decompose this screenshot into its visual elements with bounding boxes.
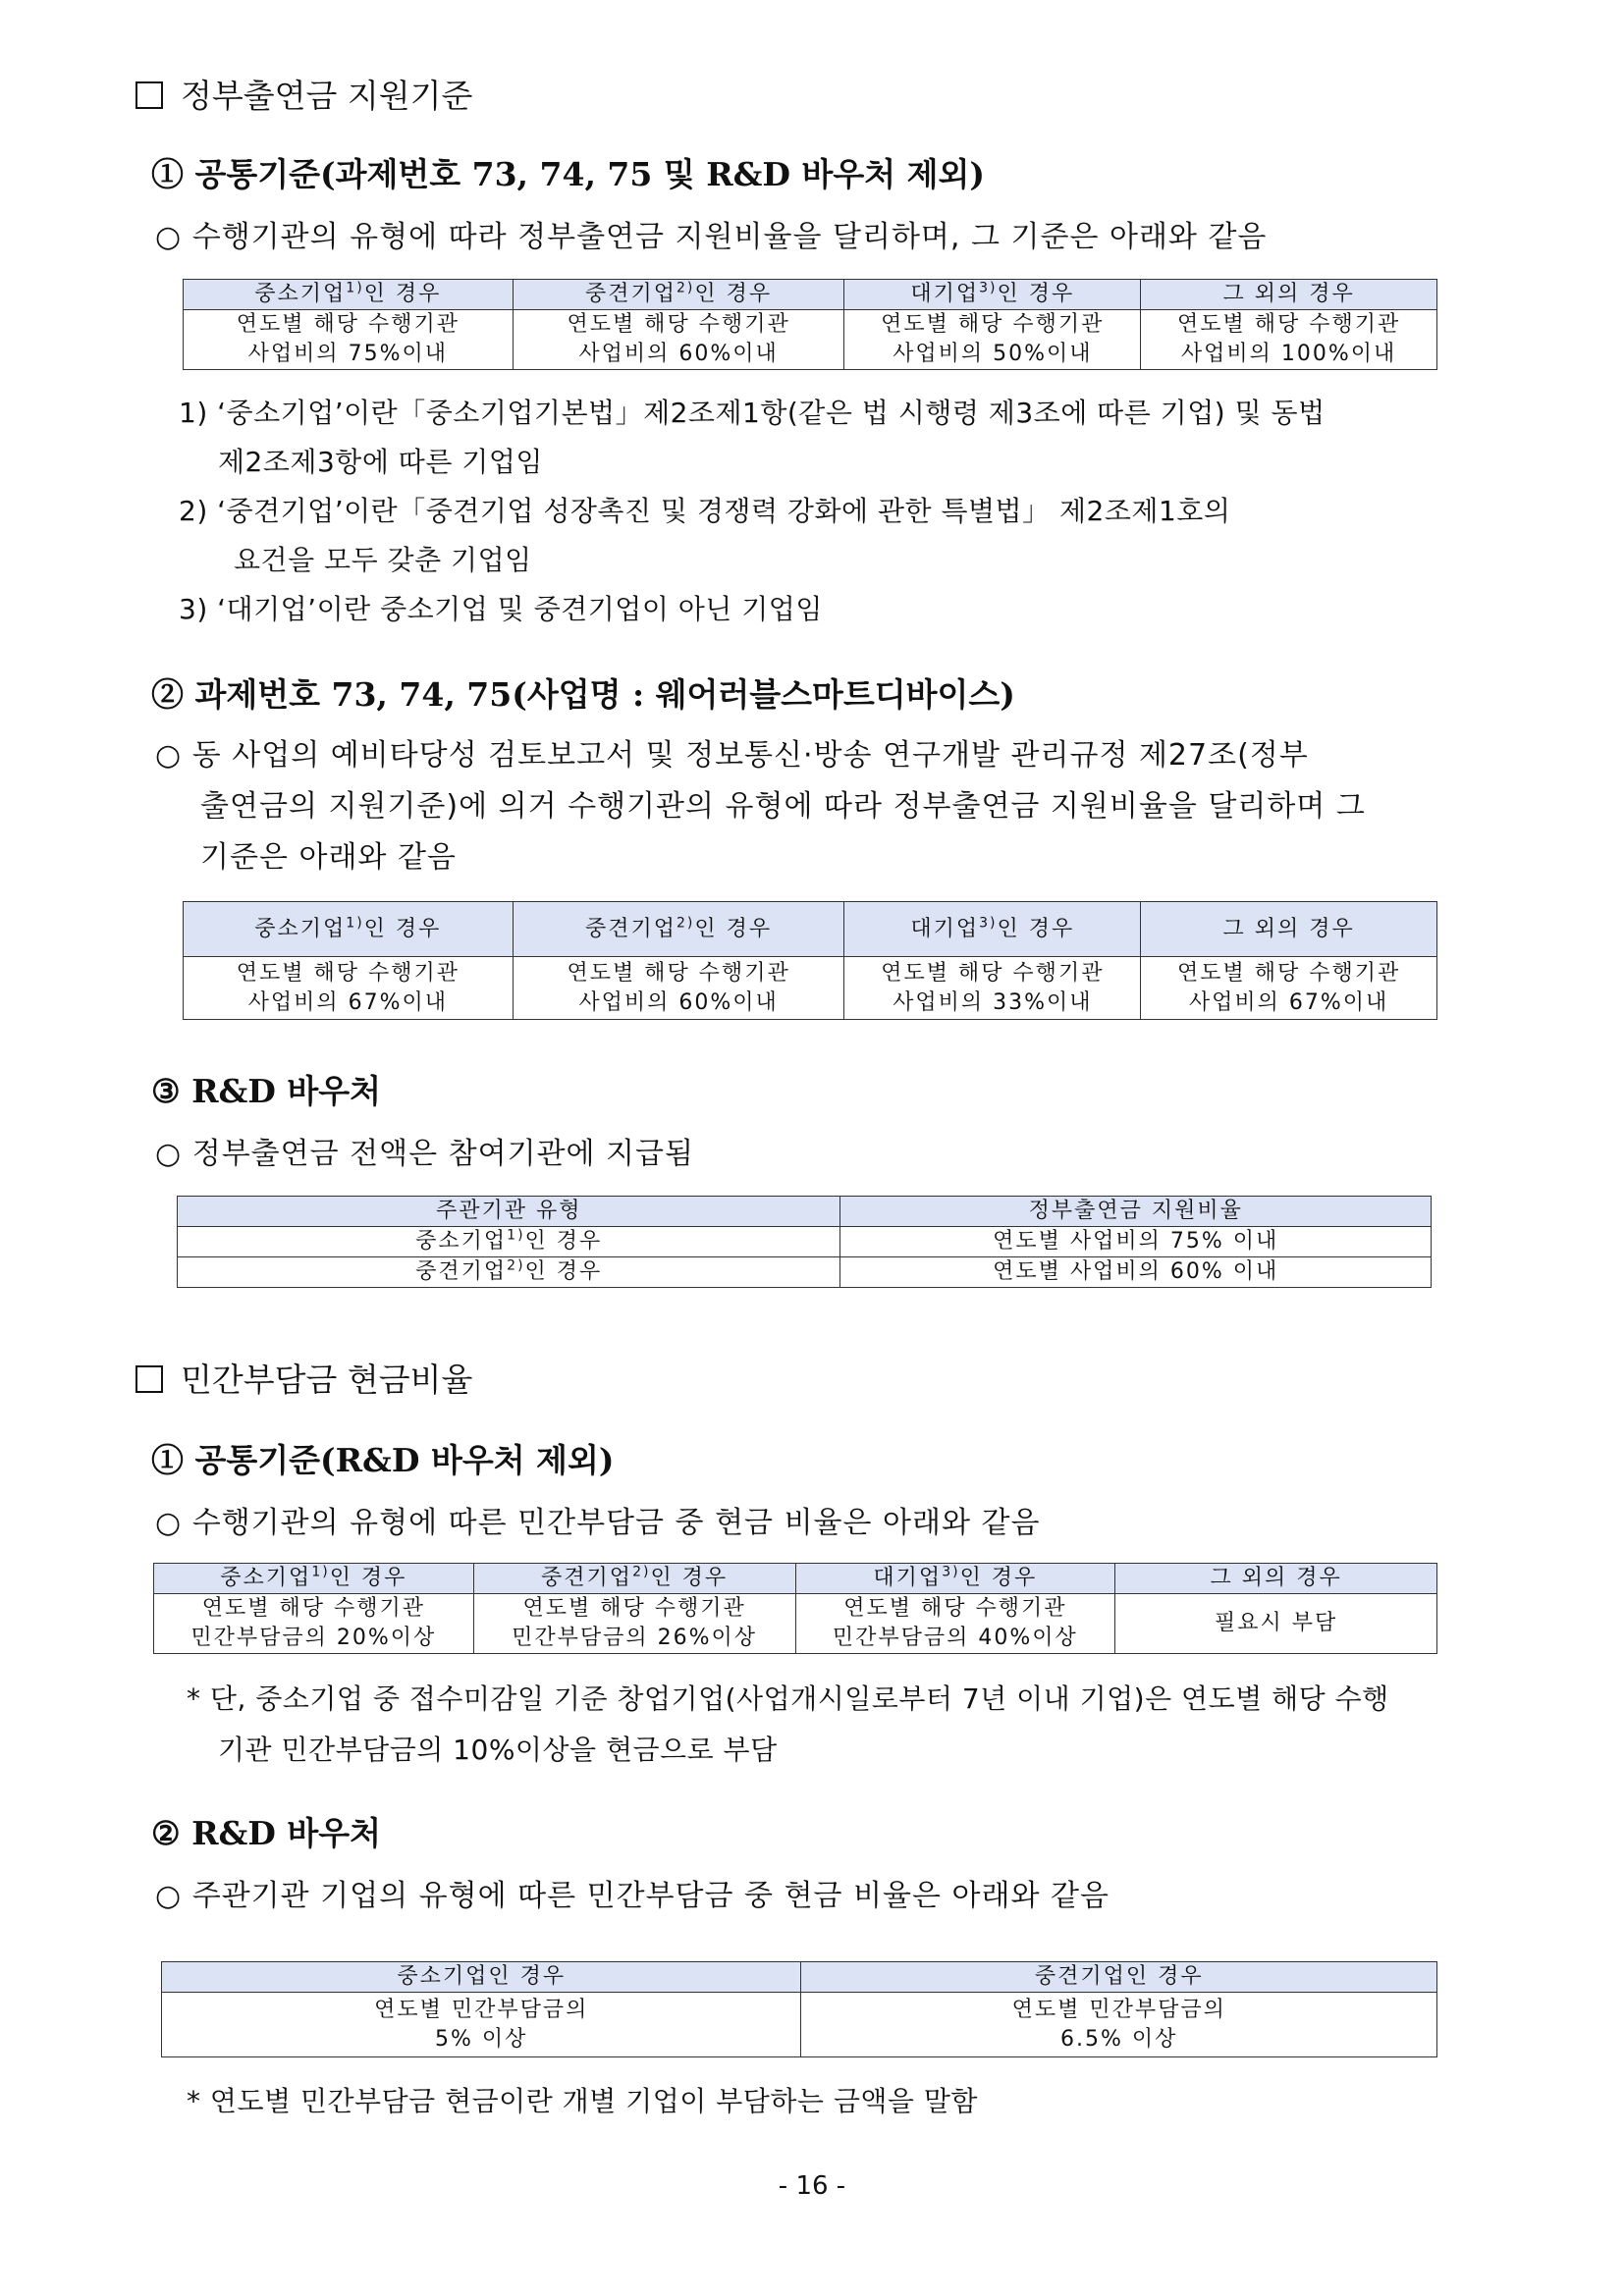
table-cell: 연도별 해당 수행기관 사업비의 75%이내 bbox=[184, 310, 514, 370]
table-cell: 연도별 사업비의 75% 이내 bbox=[840, 1227, 1432, 1257]
table-cell: 연도별 해당 수행기관 사업비의 100%이내 bbox=[1141, 310, 1437, 370]
checkbox-square-icon bbox=[135, 81, 163, 109]
gov-heading-3: ③ R&D 바우처 bbox=[151, 1072, 382, 1110]
private-paragraph-2: ○ 주관기관 기업의 유형에 따른 민간부담금 중 현금 비율은 아래와 같음 bbox=[155, 1879, 1110, 1913]
footnote-1-cont: 제2조제3항에 따른 기업임 bbox=[218, 446, 543, 478]
checkbox-square-icon bbox=[135, 1365, 163, 1393]
table-cell: 중소기업$^{1)}$인 경우 bbox=[178, 1227, 840, 1257]
gov-support-table-1 bbox=[183, 279, 1437, 370]
table-cell: 연도별 해당 수행기관 민간부담금의 20%이상 bbox=[154, 1594, 474, 1654]
header-sme: 중소기업인 경우 bbox=[162, 1962, 801, 1993]
table-cell: 연도별 해당 수행기관 민간부담금의 40%이상 bbox=[795, 1594, 1115, 1654]
table-cell: 연도별 해당 수행기관 사업비의 50%이내 bbox=[844, 310, 1141, 370]
header-sme: 중소기업$^{1)}$인 경우 bbox=[184, 902, 514, 957]
footnote-1: 1) ‘중소기업’이란「중소기업기본법」제2조제1항(같은 법 시행령 제3조에 따른 기업) 및 동법 bbox=[179, 397, 1326, 429]
page-number: - 16 - bbox=[778, 2171, 846, 2201]
gov-paragraph-2: ○ 동 사업의 예비타당성 검토보고서 및 정보통신·방송 연구개발 관리규정 제27조(정부 bbox=[155, 738, 1309, 773]
footnote-2: 2) ‘중견기업’이란「중견기업 성장촉진 및 경쟁력 강화에 관한 특별법」 제2조제1호의 bbox=[179, 495, 1231, 527]
table-cell: 연도별 사업비의 60% 이내 bbox=[840, 1257, 1432, 1288]
footnote-2-cont: 요건을 모두 갖춘 기업임 bbox=[234, 544, 532, 576]
section-title-private: 민간부담금 현금비율 bbox=[135, 1355, 472, 1401]
header-midsize: 중견기업$^{2)}$인 경우 bbox=[513, 280, 844, 310]
asterisk-note-2: * 연도별 민간부담금 현금이란 개별 기업이 부담하는 금액을 말함 bbox=[187, 2085, 978, 2117]
header-large: 대기업$^{3)}$인 경우 bbox=[795, 1564, 1115, 1594]
table-cell: 연도별 해당 수행기관 민간부담금의 26%이상 bbox=[473, 1594, 795, 1654]
header-midsize: 중견기업$^{2)}$인 경우 bbox=[513, 902, 844, 957]
private-heading-1: ① 공통기준(R&D 바우처 제외) bbox=[151, 1441, 615, 1479]
voucher-cash-table bbox=[161, 1961, 1437, 2057]
gov-paragraph-2-cont: 기준은 아래와 같음 bbox=[200, 840, 457, 875]
table-cell: 연도별 해당 수행기관 사업비의 33%이내 bbox=[844, 957, 1141, 1020]
table-cell: 중견기업$^{2)}$인 경우 bbox=[178, 1257, 840, 1288]
table-cell: 필요시 부담 bbox=[1115, 1594, 1437, 1654]
gov-paragraph-1: ○ 수행기관의 유형에 따라 정부출연금 지원비율을 달리하며, 그 기준은 아래와 같음 bbox=[155, 220, 1268, 254]
header-other: 그 외의 경우 bbox=[1141, 280, 1437, 310]
header-other: 그 외의 경우 bbox=[1115, 1564, 1437, 1594]
header-large: 대기업$^{3)}$인 경우 bbox=[844, 280, 1141, 310]
table-cell: 연도별 해당 수행기관 사업비의 67%이내 bbox=[184, 957, 514, 1020]
table-cell: 연도별 민간부담금의 5% 이상 bbox=[162, 1993, 801, 2057]
table-cell: 연도별 해당 수행기관 사업비의 67%이내 bbox=[1141, 957, 1437, 1020]
table-cell: 연도별 해당 수행기관 사업비의 60%이내 bbox=[513, 957, 844, 1020]
asterisk-note-1: * 단, 중소기업 중 접수미감일 기준 창업기업(사업개시일로부터 7년 이내 기업)은 연도별 해당 수행 bbox=[187, 1682, 1389, 1715]
section-title-gov: 정부출연금 지원기준 bbox=[135, 71, 472, 117]
private-cash-table bbox=[153, 1563, 1437, 1654]
voucher-table bbox=[177, 1196, 1432, 1288]
gov-heading-1: ① 공통기준(과제번호 73, 74, 75 및 R&D 바우처 제외) bbox=[151, 155, 986, 193]
header-support-rate: 정부출연금 지원비율 bbox=[840, 1197, 1432, 1227]
gov-support-table-2 bbox=[183, 901, 1437, 1020]
private-paragraph-1: ○ 수행기관의 유형에 따른 민간부담금 중 현금 비율은 아래와 같음 bbox=[155, 1506, 1041, 1540]
gov-heading-2: ② 과제번호 73, 74, 75(사업명 : 웨어러블스마트디바이스) bbox=[151, 675, 1015, 714]
table-cell: 연도별 민간부담금의 6.5% 이상 bbox=[801, 1993, 1437, 2057]
header-midsize: 중견기업$^{2)}$인 경우 bbox=[473, 1564, 795, 1594]
private-heading-2: ② R&D 바우처 bbox=[151, 1814, 382, 1852]
header-org-type: 주관기관 유형 bbox=[178, 1197, 840, 1227]
header-large: 대기업$^{3)}$인 경우 bbox=[844, 902, 1141, 957]
asterisk-note-1-cont: 기관 민간부담금의 10%이상을 현금으로 부담 bbox=[218, 1734, 778, 1766]
gov-paragraph-2-cont: 출연금의 지원기준)에 의거 수행기관의 유형에 따라 정부출연금 지원비율을 달리하며 그 bbox=[200, 789, 1366, 824]
footnote-3: 3) ‘대기업’이란 중소기업 및 중견기업이 아닌 기업임 bbox=[179, 593, 823, 625]
header-sme: 중소기업$^{1)}$인 경우 bbox=[184, 280, 514, 310]
header-other: 그 외의 경우 bbox=[1141, 902, 1437, 957]
gov-paragraph-3: ○ 정부출연금 전액은 참여기관에 지급됨 bbox=[155, 1137, 695, 1171]
header-midsize: 중견기업인 경우 bbox=[801, 1962, 1437, 1993]
table-cell: 연도별 해당 수행기관 사업비의 60%이내 bbox=[513, 310, 844, 370]
header-sme: 중소기업$^{1)}$인 경우 bbox=[154, 1564, 474, 1594]
